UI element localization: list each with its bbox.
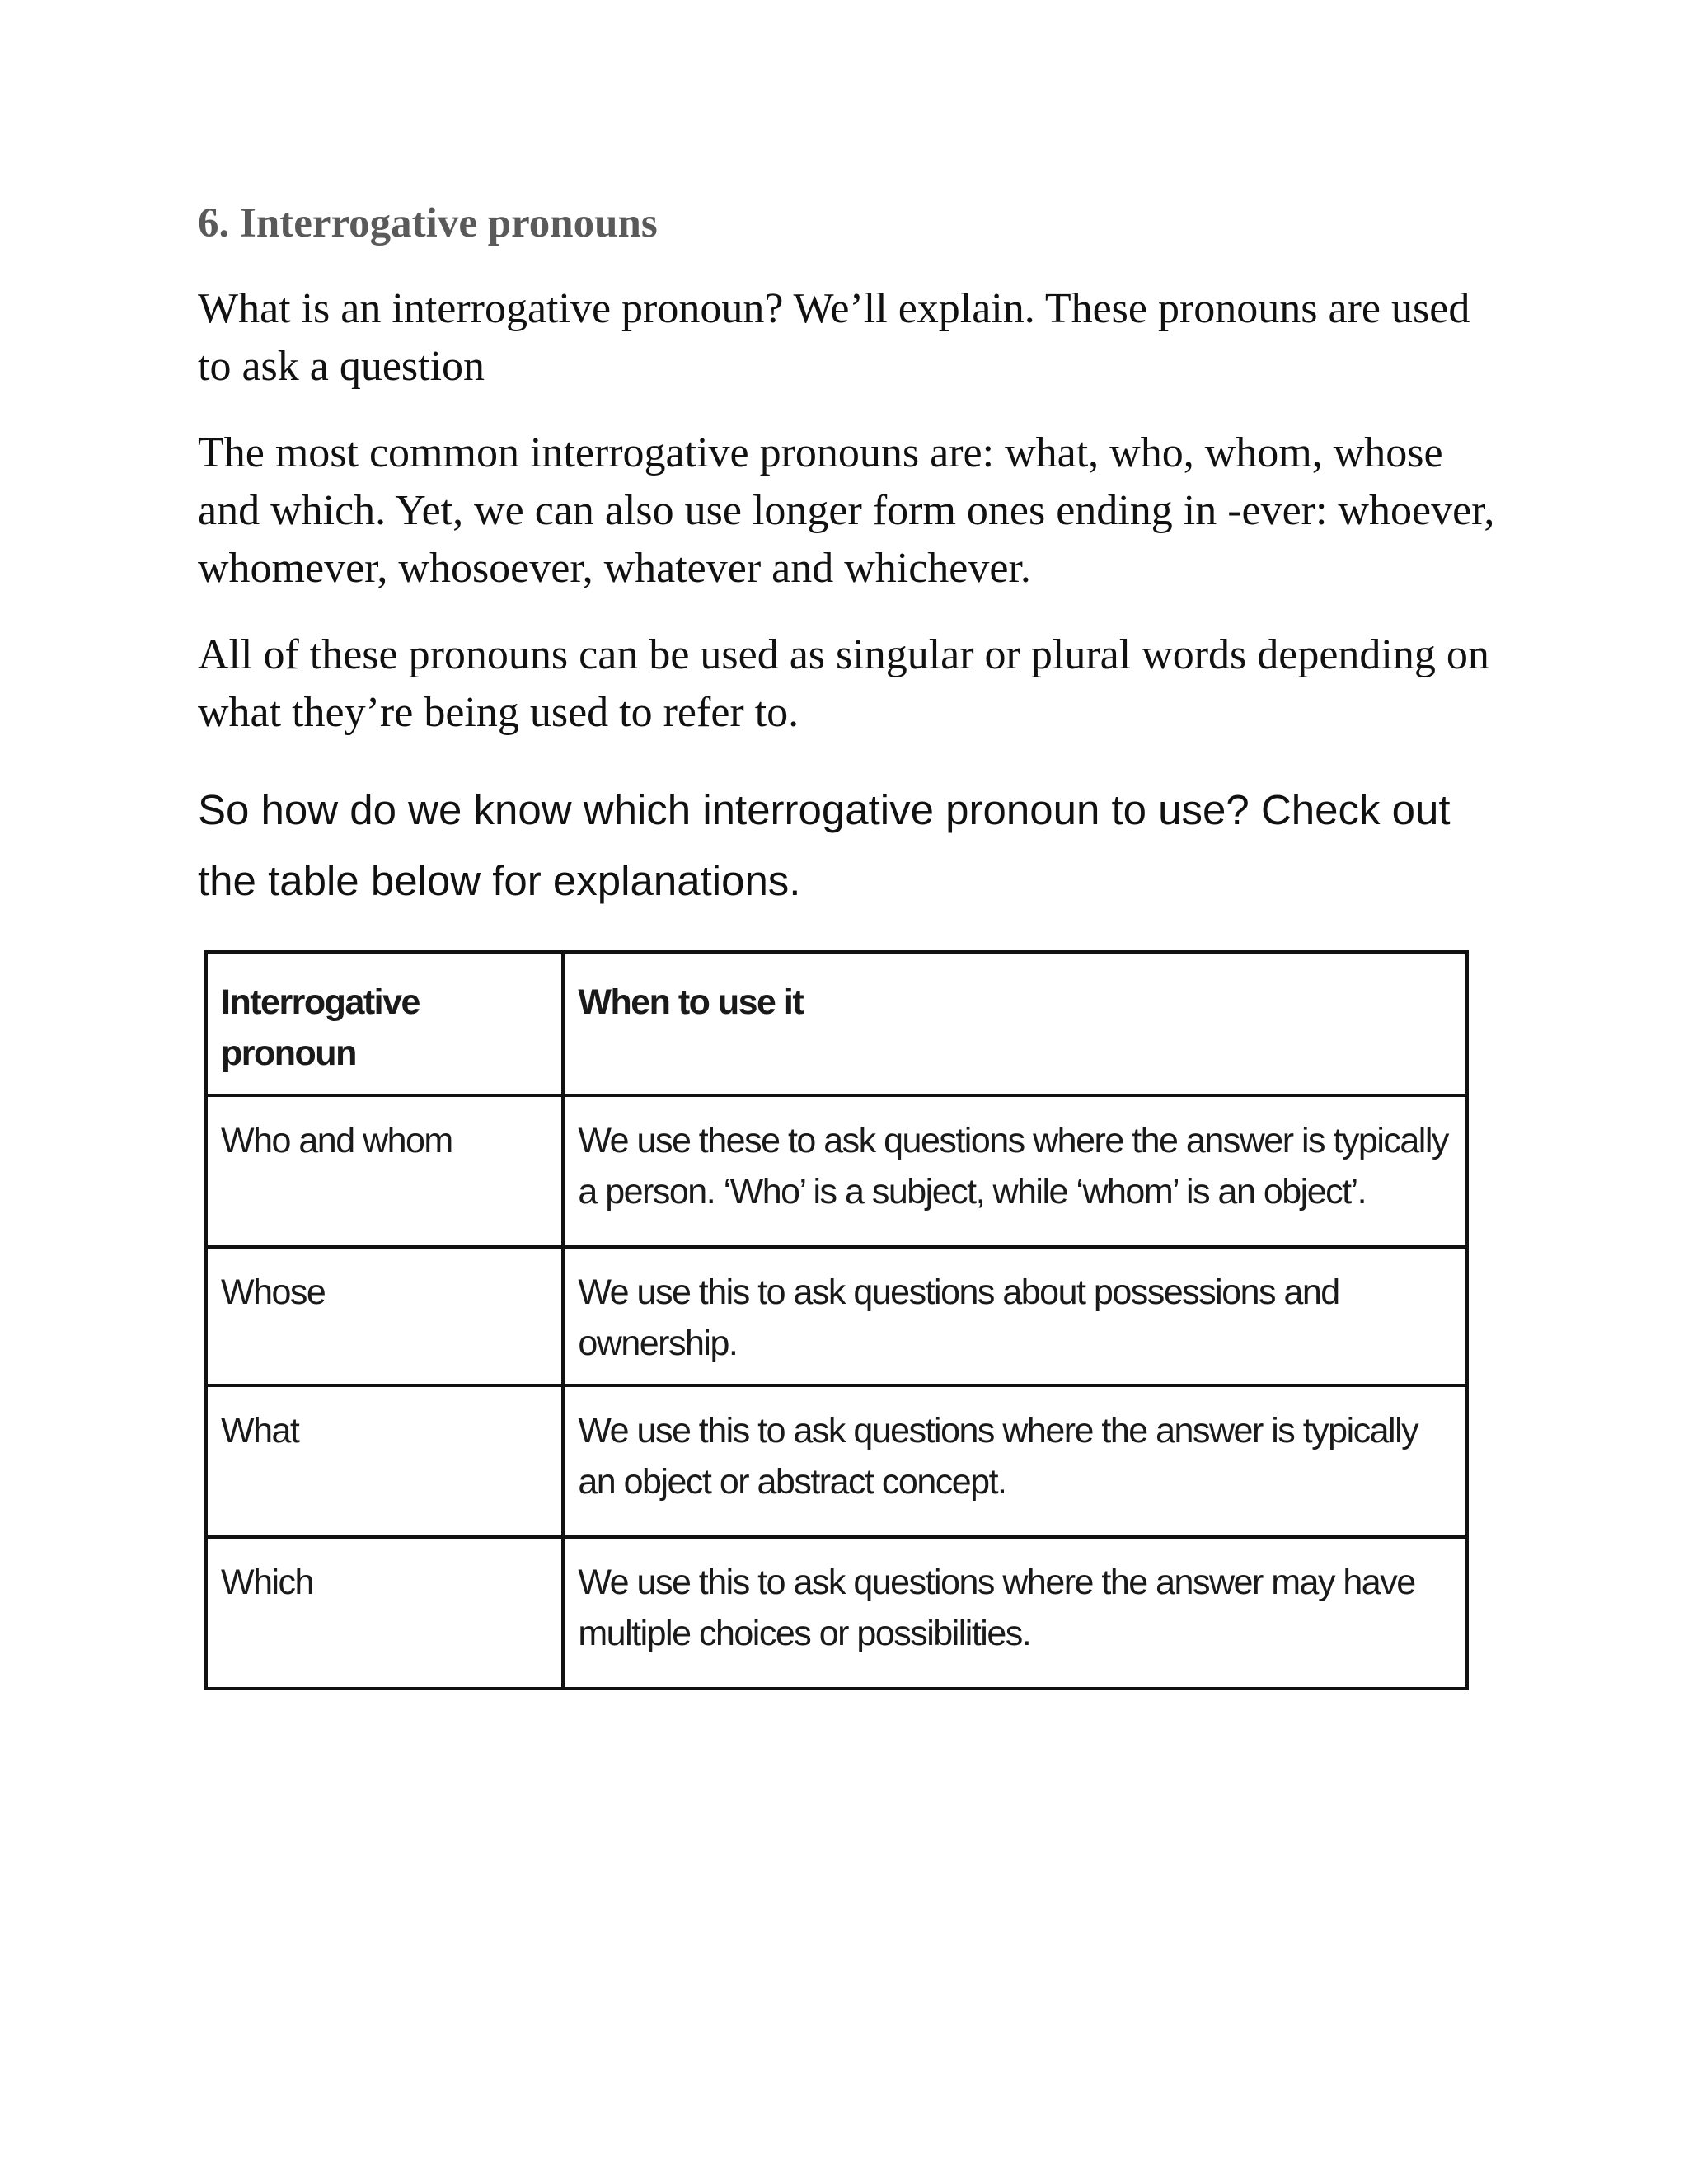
cell-usage: We use this to ask questions where the answer may have multiple choices or possibilities. (563, 1537, 1467, 1689)
section-heading: 6. Interrogative pronouns (198, 200, 658, 246)
paragraph-singular-plural: All of these pronouns can be used as singular or plural words depending on what they’re being used to refer to. (198, 631, 1489, 736)
cell-pronoun: What (206, 1385, 563, 1537)
cell-pronoun: Who and whom (206, 1095, 563, 1247)
header-usage: When to use it (563, 952, 1467, 1095)
paragraph-common-pronouns: The most common interrogative pronouns are: what, who, whom, whose and which. Yet, we can also use longer form ones ending in -ever: whoever, whomever, whosoever, whatever and whichever. (198, 429, 1495, 592)
cell-usage: We use this to ask questions where the answer is typically an object or abstract concept. (563, 1385, 1467, 1537)
cell-pronoun: Whose (206, 1247, 563, 1385)
table-row (206, 1537, 1467, 1689)
table-row (206, 1385, 1467, 1537)
cell-usage: We use these to ask questions where the answer is typically a person. ‘Who’ is a subject, while ‘whom’ is an object’. (563, 1095, 1467, 1247)
table-row (206, 1247, 1467, 1385)
cell-pronoun: Which (206, 1537, 563, 1689)
table-row (206, 1095, 1467, 1247)
pronoun-table (204, 950, 1469, 1690)
pronoun-table-container (204, 950, 1469, 1690)
table-header-row (206, 952, 1467, 1095)
paragraph-table-intro: So how do we know which interrogative pronoun to use? Check out the table below for explanations. (198, 786, 1451, 904)
cell-usage: We use this to ask questions about possessions and ownership. (563, 1247, 1467, 1385)
paragraph-definition: What is an interrogative pronoun? We’ll explain. These pronouns are used to ask a question (198, 285, 1470, 390)
header-pronoun: Interrogative pronoun (206, 952, 563, 1095)
